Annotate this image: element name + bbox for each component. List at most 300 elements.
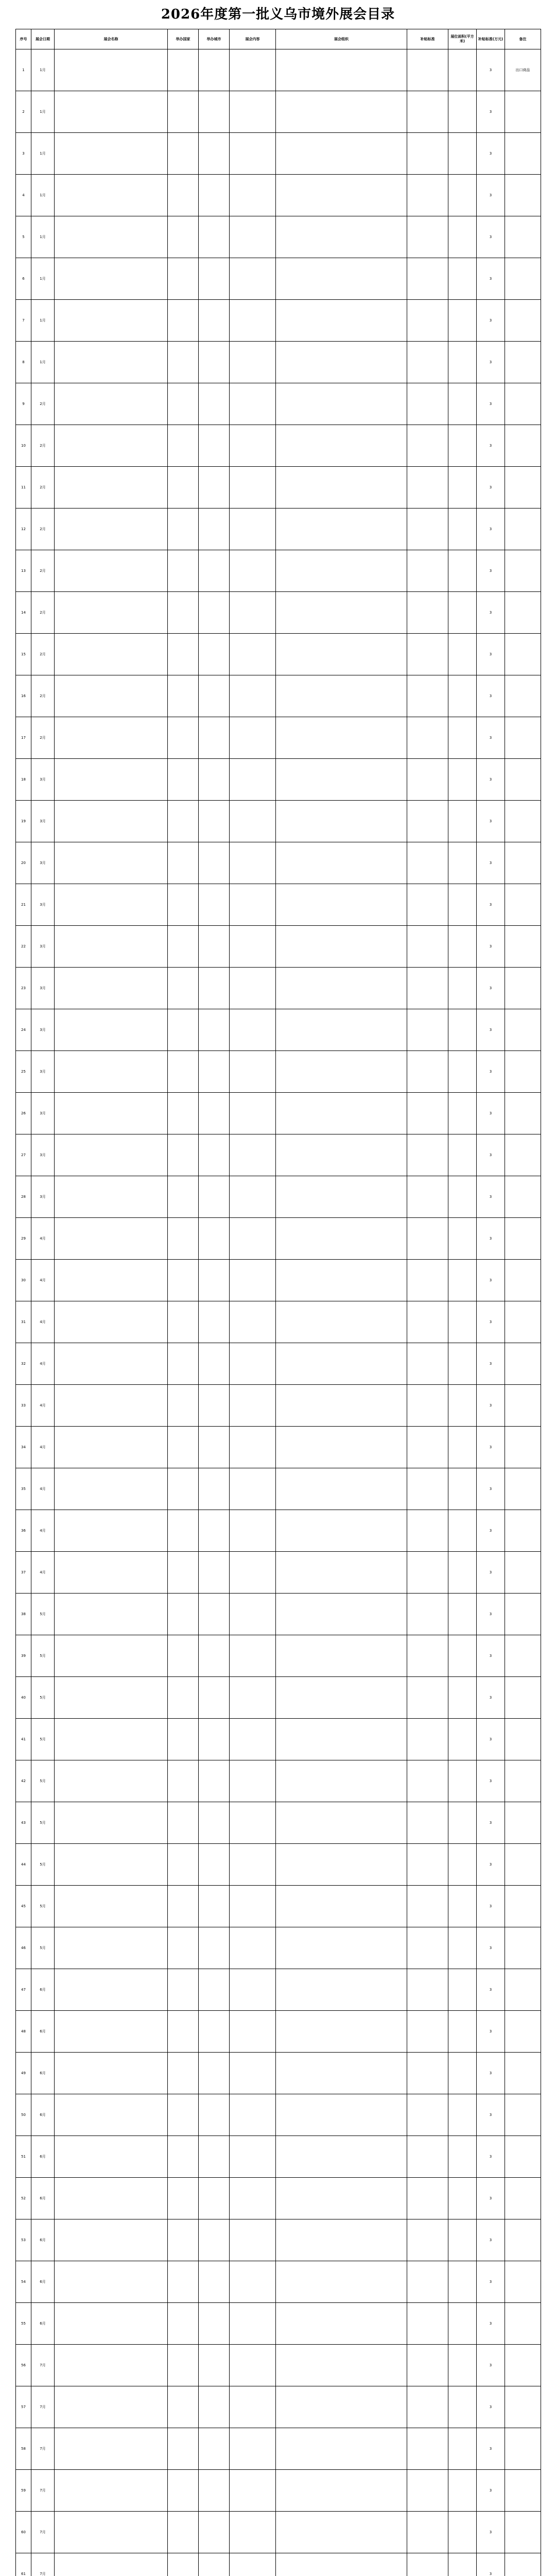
column-header: 展会组织 bbox=[276, 29, 407, 49]
subsidy-amount-cell: 3 bbox=[477, 717, 505, 759]
subsidy-amount-cell: 3 bbox=[477, 2011, 505, 2053]
subsidy-standard-cell bbox=[407, 2303, 448, 2345]
booth-area-cell bbox=[448, 1301, 477, 1343]
exhibition-organizer-cell bbox=[276, 1635, 407, 1677]
exhibition-content-cell bbox=[230, 509, 276, 550]
remark-cell bbox=[505, 1677, 541, 1719]
row-index-cell: 52 bbox=[16, 2178, 31, 2219]
host-country-cell bbox=[168, 1927, 199, 1969]
exhibition-name-cell bbox=[55, 2428, 168, 2470]
exhibition-date-cell: 5月 bbox=[31, 1844, 55, 1886]
exhibition-content-cell bbox=[230, 2219, 276, 2261]
exhibition-date-cell: 5月 bbox=[31, 1677, 55, 1719]
row-index-cell: 36 bbox=[16, 1510, 31, 1552]
exhibition-name-cell bbox=[55, 1093, 168, 1134]
host-city-cell bbox=[199, 1760, 230, 1802]
exhibition-date-cell: 2月 bbox=[31, 509, 55, 550]
table-row bbox=[16, 926, 541, 968]
exhibition-date-cell: 1月 bbox=[31, 91, 55, 133]
exhibition-name-cell bbox=[55, 509, 168, 550]
table-row bbox=[16, 300, 541, 342]
exhibition-organizer-cell bbox=[276, 2345, 407, 2386]
column-header: 展会日期 bbox=[31, 29, 55, 49]
row-index-cell: 60 bbox=[16, 2512, 31, 2553]
exhibition-date-cell: 3月 bbox=[31, 1134, 55, 1176]
remark-cell bbox=[505, 968, 541, 1009]
exhibition-organizer-cell bbox=[276, 383, 407, 425]
exhibition-name-cell bbox=[55, 1594, 168, 1635]
subsidy-amount-cell: 3 bbox=[477, 2553, 505, 2576]
host-country-cell bbox=[168, 2219, 199, 2261]
host-country-cell bbox=[168, 2512, 199, 2553]
exhibition-content-cell bbox=[230, 842, 276, 884]
exhibition-content-cell bbox=[230, 2053, 276, 2094]
host-country-cell bbox=[168, 2136, 199, 2178]
remark-cell bbox=[505, 133, 541, 175]
exhibition-content-cell bbox=[230, 968, 276, 1009]
exhibition-content-cell bbox=[230, 1218, 276, 1260]
host-city-cell bbox=[199, 1134, 230, 1176]
remark-cell bbox=[505, 884, 541, 926]
exhibition-organizer-cell bbox=[276, 1093, 407, 1134]
table-row bbox=[16, 1427, 541, 1468]
booth-area-cell bbox=[448, 717, 477, 759]
exhibition-organizer-cell bbox=[276, 2428, 407, 2470]
row-index-cell: 42 bbox=[16, 1760, 31, 1802]
remark-cell bbox=[505, 1969, 541, 2011]
exhibition-name-cell bbox=[55, 1719, 168, 1760]
host-country-cell bbox=[168, 634, 199, 675]
host-city-cell bbox=[199, 801, 230, 842]
booth-area-cell bbox=[448, 1009, 477, 1051]
row-index-cell: 57 bbox=[16, 2386, 31, 2428]
table-row bbox=[16, 2011, 541, 2053]
remark-cell bbox=[505, 216, 541, 258]
subsidy-amount-cell: 3 bbox=[477, 175, 505, 216]
table-row bbox=[16, 801, 541, 842]
exhibition-date-cell: 1月 bbox=[31, 216, 55, 258]
row-index-cell: 46 bbox=[16, 1927, 31, 1969]
remark-cell bbox=[505, 634, 541, 675]
row-index-cell: 45 bbox=[16, 1886, 31, 1927]
exhibition-name-cell bbox=[55, 2553, 168, 2576]
subsidy-amount-cell: 3 bbox=[477, 133, 505, 175]
exhibition-organizer-cell bbox=[276, 467, 407, 509]
table-row bbox=[16, 467, 541, 509]
booth-area-cell bbox=[448, 133, 477, 175]
booth-area-cell bbox=[448, 842, 477, 884]
host-country-cell bbox=[168, 884, 199, 926]
subsidy-standard-cell bbox=[407, 1719, 448, 1760]
host-country-cell bbox=[168, 2011, 199, 2053]
subsidy-standard-cell bbox=[407, 509, 448, 550]
exhibition-organizer-cell bbox=[276, 1468, 407, 1510]
host-city-cell bbox=[199, 717, 230, 759]
host-city-cell bbox=[199, 1552, 230, 1594]
host-country-cell bbox=[168, 342, 199, 383]
host-country-cell bbox=[168, 1093, 199, 1134]
subsidy-standard-cell bbox=[407, 2094, 448, 2136]
subsidy-amount-cell: 3 bbox=[477, 509, 505, 550]
subsidy-standard-cell bbox=[407, 1886, 448, 1927]
subsidy-standard-cell bbox=[407, 1927, 448, 1969]
table-row bbox=[16, 1969, 541, 2011]
booth-area-cell bbox=[448, 1176, 477, 1218]
row-index-cell: 19 bbox=[16, 801, 31, 842]
exhibition-date-cell: 6月 bbox=[31, 2136, 55, 2178]
remark-cell bbox=[505, 1218, 541, 1260]
table-row bbox=[16, 509, 541, 550]
booth-area-cell bbox=[448, 258, 477, 300]
exhibition-organizer-cell bbox=[276, 1260, 407, 1301]
row-index-cell: 58 bbox=[16, 2428, 31, 2470]
remark-cell bbox=[505, 1927, 541, 1969]
row-index-cell: 38 bbox=[16, 1594, 31, 1635]
exhibition-date-cell: 3月 bbox=[31, 926, 55, 968]
exhibition-organizer-cell bbox=[276, 1760, 407, 1802]
remark-cell bbox=[505, 1635, 541, 1677]
exhibition-name-cell bbox=[55, 1134, 168, 1176]
subsidy-amount-cell: 3 bbox=[477, 2386, 505, 2428]
exhibition-content-cell bbox=[230, 1301, 276, 1343]
exhibition-name-cell bbox=[55, 2470, 168, 2512]
host-city-cell bbox=[199, 1009, 230, 1051]
booth-area-cell bbox=[448, 1218, 477, 1260]
exhibition-date-cell: 4月 bbox=[31, 1468, 55, 1510]
booth-area-cell bbox=[448, 2219, 477, 2261]
exhibition-organizer-cell bbox=[276, 1218, 407, 1260]
exhibition-content-cell bbox=[230, 2512, 276, 2553]
remark-cell bbox=[505, 2011, 541, 2053]
host-country-cell bbox=[168, 300, 199, 342]
remark-cell bbox=[505, 1844, 541, 1886]
exhibition-name-cell bbox=[55, 884, 168, 926]
host-city-cell bbox=[199, 884, 230, 926]
host-country-cell bbox=[168, 1886, 199, 1927]
exhibition-name-cell bbox=[55, 592, 168, 634]
exhibition-content-cell bbox=[230, 342, 276, 383]
host-country-cell bbox=[168, 216, 199, 258]
table-body bbox=[16, 49, 541, 2576]
remark-cell bbox=[505, 1051, 541, 1093]
host-country-cell bbox=[168, 1719, 199, 1760]
exhibition-content-cell bbox=[230, 2345, 276, 2386]
row-index-cell: 5 bbox=[16, 216, 31, 258]
exhibition-content-cell bbox=[230, 2178, 276, 2219]
subsidy-standard-cell bbox=[407, 801, 448, 842]
host-country-cell bbox=[168, 1427, 199, 1468]
host-country-cell bbox=[168, 175, 199, 216]
row-index-cell: 34 bbox=[16, 1427, 31, 1468]
subsidy-standard-cell bbox=[407, 425, 448, 467]
exhibition-date-cell: 2月 bbox=[31, 425, 55, 467]
table-row bbox=[16, 1552, 541, 1594]
exhibition-date-cell: 4月 bbox=[31, 1218, 55, 1260]
host-country-cell bbox=[168, 91, 199, 133]
row-index-cell: 8 bbox=[16, 342, 31, 383]
host-country-cell bbox=[168, 467, 199, 509]
booth-area-cell bbox=[448, 91, 477, 133]
row-index-cell: 32 bbox=[16, 1343, 31, 1385]
column-header: 举办国家 bbox=[168, 29, 199, 49]
remark-cell bbox=[505, 1009, 541, 1051]
host-country-cell bbox=[168, 1301, 199, 1343]
host-country-cell bbox=[168, 1510, 199, 1552]
exhibition-date-cell: 6月 bbox=[31, 2094, 55, 2136]
subsidy-standard-cell bbox=[407, 342, 448, 383]
host-country-cell bbox=[168, 1594, 199, 1635]
booth-area-cell bbox=[448, 509, 477, 550]
table-row bbox=[16, 2345, 541, 2386]
subsidy-standard-cell bbox=[407, 1218, 448, 1260]
exhibition-name-cell bbox=[55, 1301, 168, 1343]
subsidy-standard-cell bbox=[407, 1343, 448, 1385]
host-country-cell bbox=[168, 425, 199, 467]
host-city-cell bbox=[199, 425, 230, 467]
table-row bbox=[16, 1176, 541, 1218]
host-city-cell bbox=[199, 1886, 230, 1927]
host-city-cell bbox=[199, 968, 230, 1009]
remark-cell bbox=[505, 1385, 541, 1427]
host-country-cell bbox=[168, 2428, 199, 2470]
exhibition-content-cell bbox=[230, 467, 276, 509]
subsidy-standard-cell bbox=[407, 1802, 448, 1844]
subsidy-standard-cell bbox=[407, 1093, 448, 1134]
exhibition-date-cell: 3月 bbox=[31, 842, 55, 884]
exhibition-content-cell bbox=[230, 2136, 276, 2178]
remark-cell bbox=[505, 1260, 541, 1301]
table-row bbox=[16, 2136, 541, 2178]
exhibition-content-cell bbox=[230, 300, 276, 342]
exhibition-organizer-cell bbox=[276, 91, 407, 133]
host-country-cell bbox=[168, 759, 199, 801]
remark-cell bbox=[505, 1594, 541, 1635]
booth-area-cell bbox=[448, 2053, 477, 2094]
subsidy-amount-cell: 3 bbox=[477, 1301, 505, 1343]
row-index-cell: 2 bbox=[16, 91, 31, 133]
exhibition-organizer-cell bbox=[276, 2136, 407, 2178]
exhibition-name-cell bbox=[55, 550, 168, 592]
exhibition-content-cell bbox=[230, 1468, 276, 1510]
host-country-cell bbox=[168, 1134, 199, 1176]
exhibition-date-cell: 5月 bbox=[31, 1635, 55, 1677]
row-index-cell: 16 bbox=[16, 675, 31, 717]
host-city-cell bbox=[199, 49, 230, 91]
host-country-cell bbox=[168, 592, 199, 634]
subsidy-standard-cell bbox=[407, 2219, 448, 2261]
booth-area-cell bbox=[448, 550, 477, 592]
host-city-cell bbox=[199, 759, 230, 801]
exhibition-content-cell bbox=[230, 550, 276, 592]
exhibition-organizer-cell bbox=[276, 1343, 407, 1385]
exhibition-date-cell: 1月 bbox=[31, 258, 55, 300]
subsidy-amount-cell: 3 bbox=[477, 1844, 505, 1886]
exhibition-date-cell: 2月 bbox=[31, 675, 55, 717]
exhibition-organizer-cell bbox=[276, 884, 407, 926]
column-header: 序号 bbox=[16, 29, 31, 49]
exhibition-organizer-cell bbox=[276, 634, 407, 675]
subsidy-amount-cell: 3 bbox=[477, 1093, 505, 1134]
exhibition-date-cell: 4月 bbox=[31, 1552, 55, 1594]
remark-cell bbox=[505, 1301, 541, 1343]
remark-cell bbox=[505, 592, 541, 634]
column-header: 补贴标准(万元) bbox=[477, 29, 505, 49]
booth-area-cell bbox=[448, 801, 477, 842]
subsidy-amount-cell: 3 bbox=[477, 1385, 505, 1427]
subsidy-amount-cell: 3 bbox=[477, 1886, 505, 1927]
table-row bbox=[16, 1510, 541, 1552]
exhibition-content-cell bbox=[230, 1176, 276, 1218]
booth-area-cell bbox=[448, 2512, 477, 2553]
remark-cell bbox=[505, 801, 541, 842]
exhibition-date-cell: 2月 bbox=[31, 467, 55, 509]
subsidy-standard-cell bbox=[407, 2053, 448, 2094]
subsidy-amount-cell: 3 bbox=[477, 592, 505, 634]
remark-cell bbox=[505, 91, 541, 133]
row-index-cell: 28 bbox=[16, 1176, 31, 1218]
subsidy-amount-cell: 3 bbox=[477, 2136, 505, 2178]
row-index-cell: 22 bbox=[16, 926, 31, 968]
exhibition-name-cell bbox=[55, 1009, 168, 1051]
subsidy-standard-cell bbox=[407, 49, 448, 91]
row-index-cell: 59 bbox=[16, 2470, 31, 2512]
subsidy-amount-cell: 3 bbox=[477, 1594, 505, 1635]
booth-area-cell bbox=[448, 2011, 477, 2053]
host-city-cell bbox=[199, 1051, 230, 1093]
exhibition-name-cell bbox=[55, 1218, 168, 1260]
host-country-cell bbox=[168, 258, 199, 300]
exhibition-organizer-cell bbox=[276, 2470, 407, 2512]
table-row bbox=[16, 1468, 541, 1510]
exhibition-organizer-cell bbox=[276, 968, 407, 1009]
exhibition-date-cell: 4月 bbox=[31, 1260, 55, 1301]
remark-cell bbox=[505, 2553, 541, 2576]
subsidy-amount-cell: 3 bbox=[477, 1635, 505, 1677]
exhibition-organizer-cell bbox=[276, 133, 407, 175]
row-index-cell: 53 bbox=[16, 2219, 31, 2261]
exhibition-content-cell bbox=[230, 801, 276, 842]
exhibition-content-cell bbox=[230, 1427, 276, 1468]
host-city-cell bbox=[199, 258, 230, 300]
exhibition-date-cell: 7月 bbox=[31, 2512, 55, 2553]
exhibition-date-cell: 2月 bbox=[31, 592, 55, 634]
exhibition-date-cell: 5月 bbox=[31, 1719, 55, 1760]
host-city-cell bbox=[199, 1343, 230, 1385]
booth-area-cell bbox=[448, 175, 477, 216]
exhibition-content-cell bbox=[230, 1927, 276, 1969]
row-index-cell: 54 bbox=[16, 2261, 31, 2303]
host-country-cell bbox=[168, 926, 199, 968]
host-city-cell bbox=[199, 592, 230, 634]
table-row bbox=[16, 2178, 541, 2219]
booth-area-cell bbox=[448, 300, 477, 342]
table-row bbox=[16, 675, 541, 717]
exhibition-content-cell bbox=[230, 592, 276, 634]
host-country-cell bbox=[168, 1343, 199, 1385]
exhibition-name-cell bbox=[55, 175, 168, 216]
host-country-cell bbox=[168, 509, 199, 550]
exhibition-content-cell bbox=[230, 717, 276, 759]
subsidy-standard-cell bbox=[407, 675, 448, 717]
subsidy-amount-cell: 3 bbox=[477, 1969, 505, 2011]
subsidy-standard-cell bbox=[407, 1468, 448, 1510]
row-index-cell: 61 bbox=[16, 2553, 31, 2576]
subsidy-standard-cell bbox=[407, 1301, 448, 1343]
subsidy-amount-cell: 3 bbox=[477, 1760, 505, 1802]
remark-cell bbox=[505, 1552, 541, 1594]
booth-area-cell bbox=[448, 1468, 477, 1510]
subsidy-standard-cell bbox=[407, 550, 448, 592]
subsidy-amount-cell: 3 bbox=[477, 759, 505, 801]
booth-area-cell bbox=[448, 1594, 477, 1635]
exhibition-name-cell bbox=[55, 1802, 168, 1844]
column-header: 补贴标准 bbox=[407, 29, 448, 49]
row-index-cell: 1 bbox=[16, 49, 31, 91]
booth-area-cell bbox=[448, 383, 477, 425]
table-row bbox=[16, 1635, 541, 1677]
subsidy-amount-cell: 3 bbox=[477, 926, 505, 968]
row-index-cell: 9 bbox=[16, 383, 31, 425]
booth-area-cell bbox=[448, 2345, 477, 2386]
subsidy-amount-cell: 3 bbox=[477, 2345, 505, 2386]
exhibition-content-cell bbox=[230, 1635, 276, 1677]
host-city-cell bbox=[199, 1260, 230, 1301]
exhibition-name-cell bbox=[55, 1635, 168, 1677]
table-row bbox=[16, 1844, 541, 1886]
exhibition-name-cell bbox=[55, 2219, 168, 2261]
exhibition-content-cell bbox=[230, 1677, 276, 1719]
host-city-cell bbox=[199, 2512, 230, 2553]
subsidy-amount-cell: 3 bbox=[477, 1927, 505, 1969]
subsidy-standard-cell bbox=[407, 258, 448, 300]
exhibition-date-cell: 1月 bbox=[31, 300, 55, 342]
exhibition-name-cell bbox=[55, 1969, 168, 2011]
exhibition-content-cell bbox=[230, 1134, 276, 1176]
exhibition-date-cell: 4月 bbox=[31, 1510, 55, 1552]
exhibition-content-cell bbox=[230, 2303, 276, 2345]
row-index-cell: 48 bbox=[16, 2011, 31, 2053]
host-country-cell bbox=[168, 1009, 199, 1051]
exhibition-organizer-cell bbox=[276, 49, 407, 91]
subsidy-standard-cell bbox=[407, 1051, 448, 1093]
exhibition-name-cell bbox=[55, 1927, 168, 1969]
subsidy-standard-cell bbox=[407, 467, 448, 509]
exhibition-date-cell: 3月 bbox=[31, 801, 55, 842]
row-index-cell: 40 bbox=[16, 1677, 31, 1719]
exhibition-name-cell bbox=[55, 1844, 168, 1886]
exhibition-date-cell: 3月 bbox=[31, 1093, 55, 1134]
exhibition-organizer-cell bbox=[276, 2011, 407, 2053]
booth-area-cell bbox=[448, 1677, 477, 1719]
row-index-cell: 44 bbox=[16, 1844, 31, 1886]
exhibition-name-cell bbox=[55, 258, 168, 300]
exhibition-name-cell bbox=[55, 300, 168, 342]
exhibition-content-cell bbox=[230, 49, 276, 91]
booth-area-cell bbox=[448, 634, 477, 675]
exhibition-date-cell: 2月 bbox=[31, 717, 55, 759]
remark-cell bbox=[505, 1510, 541, 1552]
subsidy-amount-cell: 3 bbox=[477, 884, 505, 926]
subsidy-amount-cell: 3 bbox=[477, 634, 505, 675]
table-row bbox=[16, 49, 541, 91]
exhibition-name-cell bbox=[55, 968, 168, 1009]
subsidy-amount-cell: 3 bbox=[477, 1260, 505, 1301]
row-index-cell: 11 bbox=[16, 467, 31, 509]
host-country-cell bbox=[168, 1552, 199, 1594]
remark-cell bbox=[505, 842, 541, 884]
subsidy-amount-cell: 3 bbox=[477, 1051, 505, 1093]
subsidy-amount-cell: 3 bbox=[477, 342, 505, 383]
